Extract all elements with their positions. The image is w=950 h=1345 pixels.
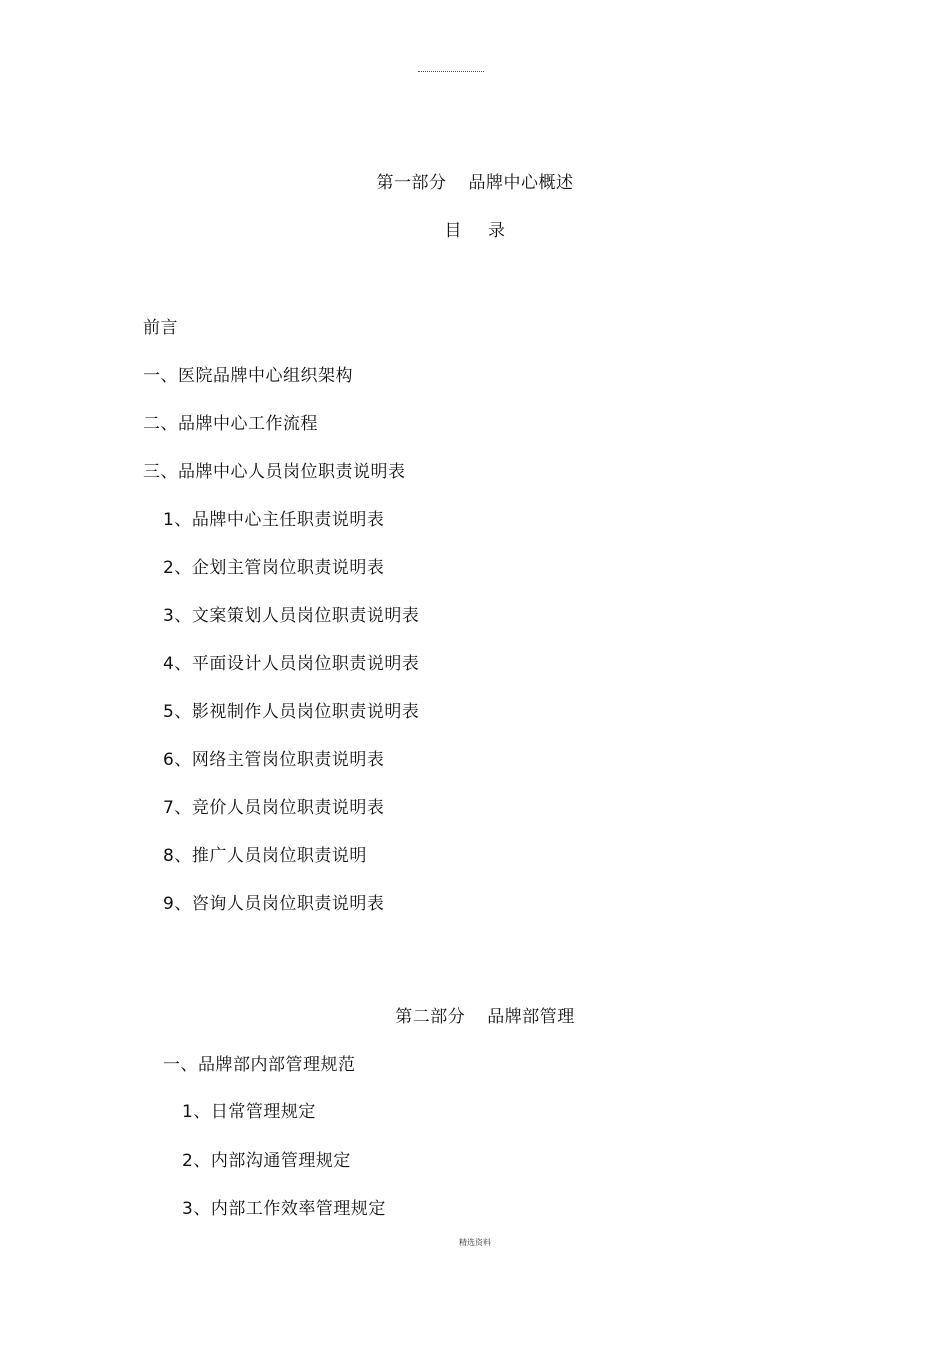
toc-subitem-7: 7、竞价人员岗位职责说明表 bbox=[163, 798, 385, 818]
part2-label: 第二部分 bbox=[395, 1007, 466, 1027]
toc-heading-left: 目 bbox=[444, 221, 462, 241]
toc-subitem-4: 4、平面设计人员岗位职责说明表 bbox=[163, 654, 420, 674]
part2-subitem-1: 1、日常管理规定 bbox=[182, 1102, 316, 1122]
toc-subitem-1: 1、品牌中心主任职责说明表 bbox=[163, 510, 385, 530]
toc-subitem-3: 3、文案策划人员岗位职责说明表 bbox=[163, 606, 420, 626]
part1-title: 品牌中心概述 bbox=[468, 173, 574, 193]
toc-item-preface: 前言 bbox=[143, 318, 178, 338]
toc-subitem-9: 9、咨询人员岗位职责说明表 bbox=[163, 894, 385, 914]
toc-item-3: 三、品牌中心人员岗位职责说明表 bbox=[143, 462, 406, 482]
toc-subitem-8: 8、推广人员岗位职责说明 bbox=[163, 846, 367, 866]
part2-title: 品牌部管理 bbox=[487, 1007, 575, 1027]
toc-subitem-6: 6、网络主管岗位职责说明表 bbox=[163, 750, 385, 770]
toc-item-2: 二、品牌中心工作流程 bbox=[143, 414, 318, 434]
part2-heading bbox=[0, 1006, 950, 1028]
part1-label: 第一部分 bbox=[376, 173, 447, 193]
toc-item-1: 一、医院品牌中心组织架构 bbox=[143, 366, 353, 386]
part2-subitem-2: 2、内部沟通管理规定 bbox=[182, 1151, 351, 1171]
part2-subitem-3: 3、内部工作效率管理规定 bbox=[182, 1199, 386, 1219]
toc-heading-right: 录 bbox=[488, 221, 506, 241]
toc-subitem-5: 5、影视制作人员岗位职责说明表 bbox=[163, 702, 420, 722]
toc-heading bbox=[0, 220, 950, 242]
part2-item-1: 一、品牌部内部管理规范 bbox=[163, 1055, 356, 1075]
part1-heading bbox=[0, 172, 950, 194]
page-footer: 精选资料 bbox=[459, 1238, 491, 1247]
toc-subitem-2: 2、企划主管岗位职责说明表 bbox=[163, 558, 385, 578]
top-dotted-rule bbox=[418, 71, 484, 72]
